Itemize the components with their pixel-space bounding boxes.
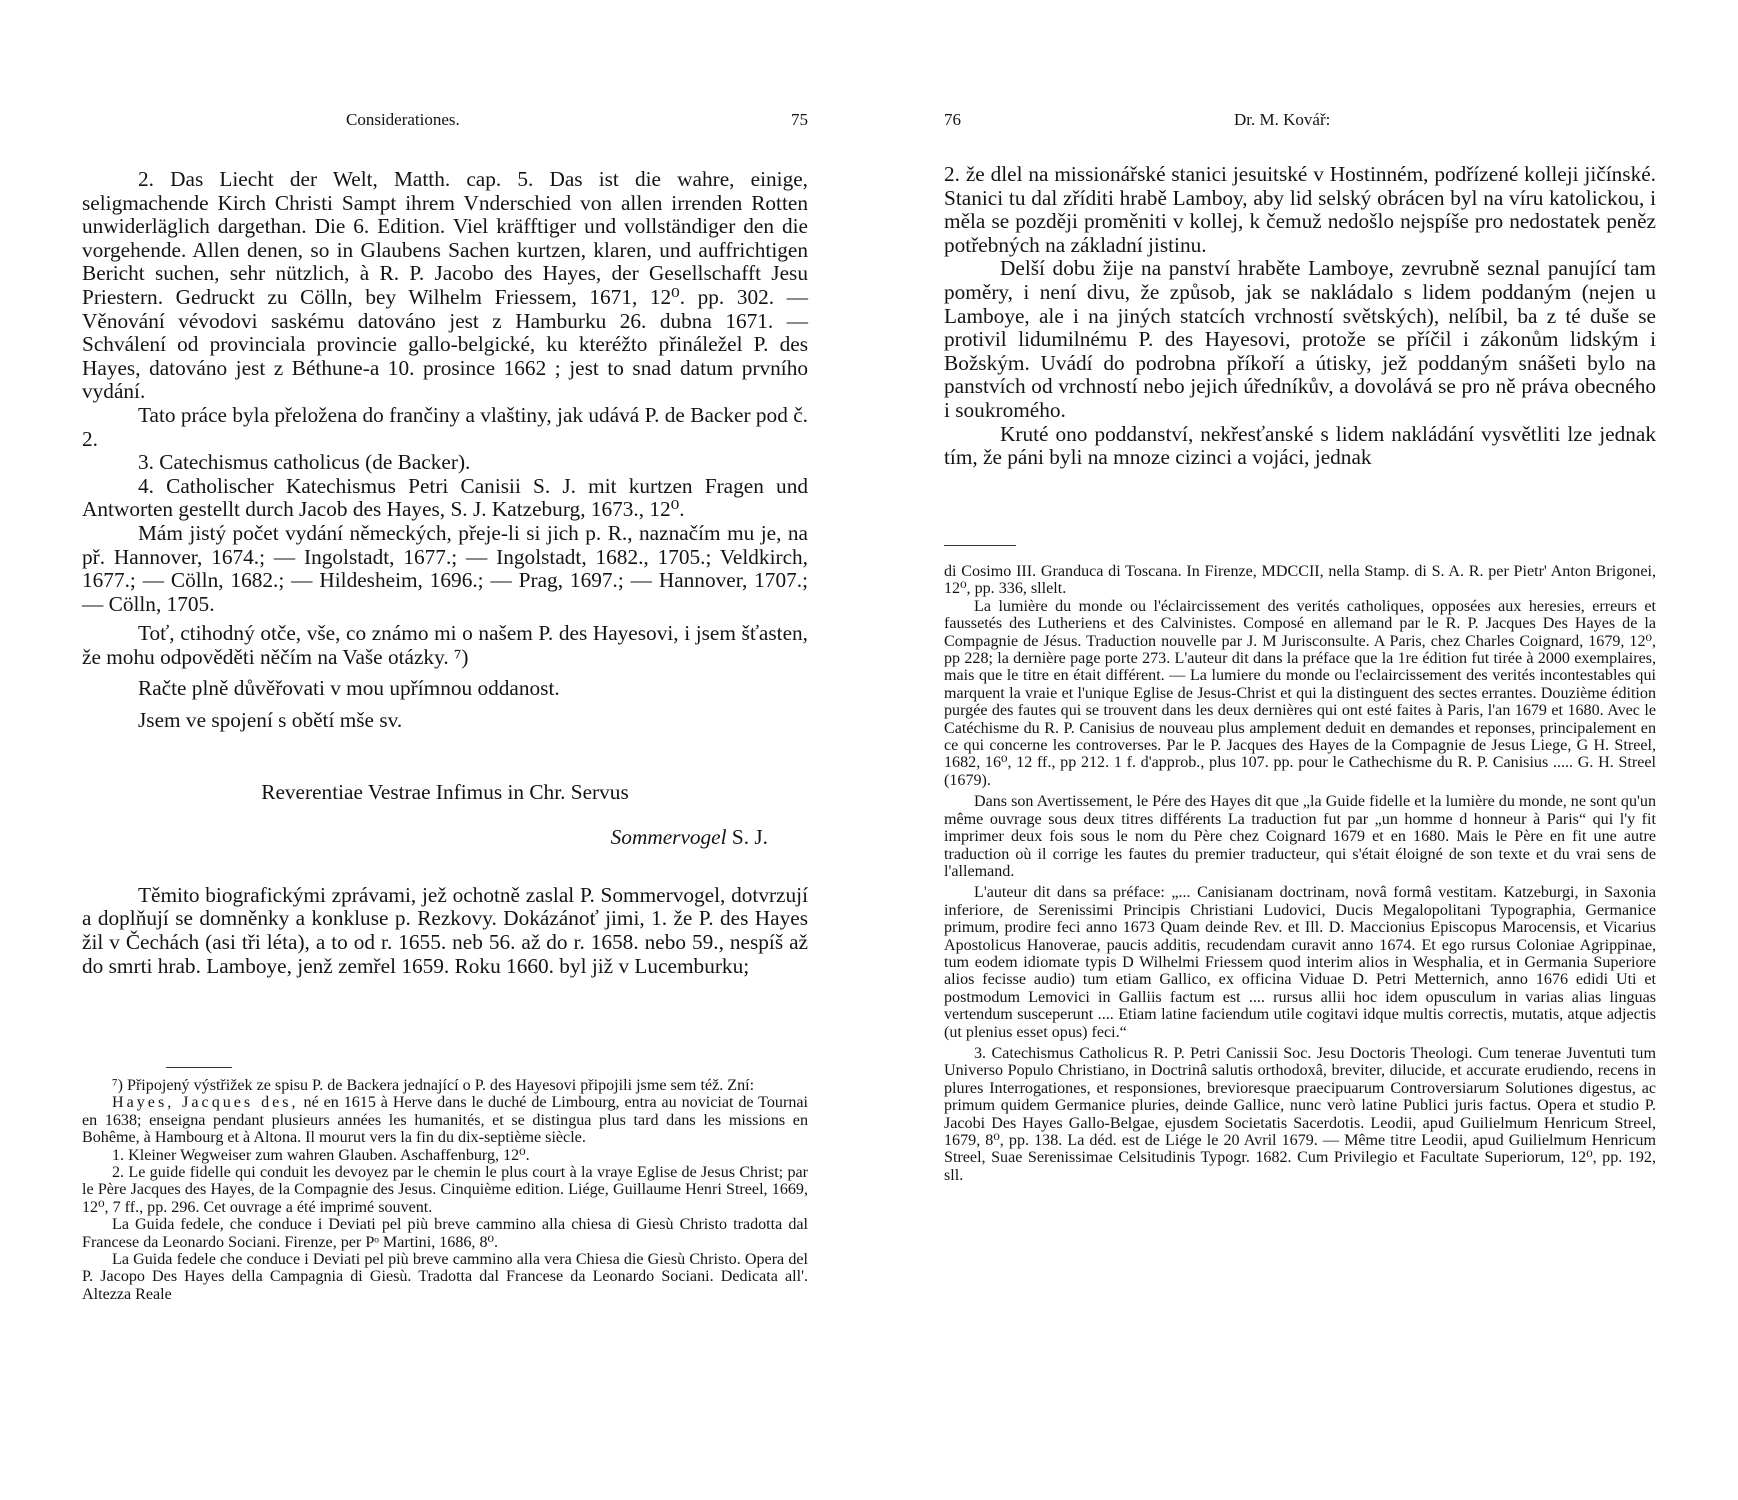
footnote: La Guida fedele che conduce i Deviati pel più breve cammino alla vera Chiesa die Giesù Christo. Opera del P. Jacopo Des Hayes della Campagnia di Giesù. Tradotta dal Francese da Leonardo Sociani. Dedicata all'. Altezza Reale — [82, 1251, 808, 1303]
left-page-header — [82, 110, 808, 134]
right-page-body — [944, 163, 1656, 470]
letter-closing: Reverentiae Vestrae Infimus in Chr. Servus — [261, 779, 629, 804]
paragraph: Kruté ono poddanství, nekřesťanské s lidem nakládání vysvětliti lze jednak tím, že páni byli na mnoze cizinci a vojáci, jednak — [944, 421, 1656, 470]
paragraph: Tato práce byla přeložena do frančiny a vlaštiny, jak udává P. de Backer pod č. 2. — [82, 402, 808, 451]
signature-order: S. J. — [731, 825, 768, 850]
footnote: L'auteur dit dans sa préface: „... Canisianam doctrinam, novâ formâ vestitam. Katzeburgi, in Saxonia inferiore, de Serenissimi Principis Christiani Ludovici, Ducis Megalopolitani Typographia, Germanice primum, prodire feci anno 1673 Quam deinde Rev. et Ill. D. Maccionius Episcopus Marocensis, et Vicarius Apostolicus Hanoverae, paucis additis, recudendam curavit anno 1674. Et ego rursus Coloniae Agrippinae, tum eodem idiomate typis D Wilhelmi Friessem quod interim alios in Wesphalia, et in Germania Superiore alios fecisse audio) tum etiam Gallico, ex officina Viduae D. Petri Metternich, anno 1676 edidi Uti et postmodum Lemovici in Galliis factum est .... rursus allii hoc idem opusculum in varias alias linguas vertendum susceperunt .... Etiam latine faciendum utile cogitavi idque multis correctis, mutatis, atque adjectis (ut plenius esset opus) feci.“ — [944, 884, 1656, 1041]
author-name: Hayes, Jacques des, — [112, 1094, 299, 1112]
paragraph: 2. Das Liecht der Welt, Matth. cap. 5. Das ist die wahre, einige, seligmachende Kirch Christi Sampt ihrem Vnderschied von allen irrenden Rotten unwiderläglich dargethan. Die 6. Edition. Viel kräfftiger und vollständiger den die vorgehende. Allen denen, so in Glaubens Sachen kurtzen, klaren, und auffrichtigen Bericht suchen, sehr nützlich, à R. P. Jacobo des Hayes, der Gesellschafft Jesu Priestern. Gedruckt zu Cölln, bey Wilhelm Friessem, 1671, 12⁰. pp. 302. — Věnování vévodovi saskému datováno jest z Hamburku 26. dubna 1671. — Schválení od provinciala provincie gallo-belgické, ku kteréžto přináležel P. des Hayes, datováno jest z Béthune-a 10. prosince 1662 ; jest to snad datum prvního vydání. — [82, 167, 808, 404]
footnote: 2. Le guide fidelle qui conduit les devoyez par le chemin le plus court à la vraye Eglise de Jesus Christ; par le Père Jacques des Hayes, de la Compagnie des Jesus. Cinquième edition. Liége, Guillaume Henri Streel, 1669, 12⁰, 7 ff., pp. 296. Cet ouvrage a été imprimé souvent. — [82, 1164, 808, 1216]
footnote-text: né en 1615 à Herve dans le duché de Limbourg, entra au noviciat de Tournai en 1638; enseigna pendant plusieurs années les humanités, et se distingua plus tard dans les missions en Bohême, à Hambourg et à Altona. Il mourut vers la fin du dix-septième siècle. — [82, 1094, 808, 1147]
footnote — [82, 1094, 808, 1146]
right-footnotes — [944, 563, 1656, 1184]
footnote: ⁷) Připojený výstřižek ze spisu P. de Backera jednající o P. des Hayesovi připojili jsme sem též. Zní: — [112, 1077, 755, 1094]
running-head: Dr. M. Kovář: — [1234, 110, 1331, 129]
page-number: 75 — [791, 110, 808, 129]
paragraph: 2. že dlel na missionářské stanici jesuitské v Hostinném, podřízené kolleji jičínské. Stanici tu dal zříditi hrabě Lamboy, aby lid selský obrácen byl na víru katolickou, i měla se později proměniti v kollej, k čemuž nedošlo nejspíše pro nedostatek peněz potřebných na základní jistinu. — [944, 162, 1656, 257]
footnote: La lumière du monde ou l'éclaircissement des verités catholiques, opposées aux heresies, erreurs et faussetés des Lutheriens et des Calvinistes. Composé en allemand par le R. P. Jacques Des Hayes de la Compagnie de Jésus. Traduction nouvelle par J. M Jurisconsulte. A Paris, chez Charles Coignard, 1679, 12⁰, pp 228; la dernière page porte 273. L'auteur dit dans la préface que la 1re édition fut tirée à 2000 exemplaires, mais que le titre en était différent. — La lumiere du monde ou l'eclaircissement des verités incontestables qui marquent la vraie et l'unique Eglise de Jesus-Christ et qui la distinguent des sectes errantes. Douzième édition purgée des fautes qui se trouvent dans les deux dernières qui ont esté faites à Paris, l'an 1679 et 1680. Avec le Catéchisme du R. P. Canisius de nouveau plus amplement deduit en demandes et reponses, principalement en ce qui concerne les controverses. Par le P. Jacques des Hayes de la Compagnie de Jesus Liege, G H. Streel, 1682, 16⁰, 12 ff., pp 212. 1 f. d'approb., plus 107. pp. pour le Cathechisme du R. P. Canisius ..... G. H. Streel (1679). — [944, 597, 1656, 789]
letter-signature — [82, 826, 808, 850]
left-footnotes — [82, 1077, 808, 1303]
paragraph: 4. Catholischer Katechismus Petri Canisii S. J. mit kurtzen Fragen und Antworten gestellt durch Jacob des Hayes, S. J. Katzeburg, 1673., 12⁰. — [82, 473, 808, 522]
paragraph: 3. Catechismus catholicus (de Backer). — [138, 450, 471, 475]
paragraph: Těmito biografickými zprávami, jež ochotně zaslal P. Sommervogel, dotvrzují a doplňují se domněnky a konkluse p. Rezkovy. Dokázánoť jimi, 1. že P. des Hayes žil v Čechách (asi tři léta), a to od r. 1655. neb 56. až do r. 1658. nebo 59., nespíš až do smrti hrab. Lamboye, jenž zemřel 1659. Roku 1660. byl již v Lucemburku; — [82, 882, 808, 978]
footnote: Dans son Avertissement, le Pére des Hayes dit que „la Guide fidelle et la lumière du monde, ne sont qu'un même ouvrage sous deux titres différents La traduction fut par „un homme d honneur à Paris“ qui l'y fit imprimer deux fois sous le nom du Père chez Coignard 1679 et en 1680. Mais le Père en fit une autre traduction où il corrige les fautes du premier traducteur, qui s'était éloigné de son texte et du vrai sens de l'allemand. — [944, 793, 1656, 880]
footnote: La Guida fedele, che conduce i Deviati pel più breve cammino alla chiesa di Giesù Christo tradotta dal Francese da Leonardo Sociani. Firenze, per Pᵒ Martini, 1686, 8⁰. — [82, 1216, 808, 1251]
page-number: 76 — [944, 110, 961, 129]
paragraph: Toť, ctihodný otče, vše, co známo mi o našem P. des Hayesovi, i jsem šťasten, že mohu odpověděti něčím na Vaše otázky. ⁷) — [82, 621, 808, 669]
footnote: di Cosimo III. Granduca di Toscana. In Firenze, MDCCII, nella Stamp. di S. A. R. per Pietr' Anton Brigonei, 12⁰, pp. 336, sllelt. — [944, 563, 1656, 598]
paragraph: Delší dobu žije na panství hraběte Lamboye, zevrubně seznal panující tam poměry, i není divu, že způsob, jak se nakládalo s lidem poddaným (nejen u Lamboye, ale i na jiných statcích vrchností světských), nelíbil, ba z té duše se protivil lidumilnému P. des Hayesovi, protože se příčil i zákonům lidským i Božským. Uvádí do podrobna příkoří a útisky, jež poddaným snášeti bylo na panstvích od vrchností nebo jejich úředníkův, a dovolává se pro ně práva obecného i soukromého. — [944, 256, 1656, 422]
right-page-header — [944, 110, 1656, 134]
footnote-rule — [944, 545, 1016, 546]
signature-name: Sommervogel — [610, 825, 727, 850]
left-page-body — [82, 168, 808, 978]
footnote-rule — [166, 1067, 232, 1068]
footnote: 3. Catechismus Catholicus R. P. Petri Canissii Soc. Jesu Doctoris Theologi. Cum tenerae Juventuti tum Universo Populo Christiano, in Doctrinâ salutis orthodoxâ, breviter, dilucide, et accurate erudiendo, recens in plures Interrogationes, et responsiones, brevioresque praecipuarum Controversiarum Solutiones digestus, ac primum quidem Germanice pluries, deinde Gallice, nunc verò latine Publici juris factus. Opera et studio P. Jacobi Des Hayes Gallo-Belgae, ejusdem Societatis Sacerdotis. Leodii, apud Guilielmum Henricum Streel, 1679, 8⁰, pp. 138. La déd. est de Liége le 20 Avril 1679. — Même titre Leodii, apud Guilielmum Henricum Streel, Suae Serenissimae Celsitudinis Typogr. 1682. Cum Privilegio et Facultate Superiorum, 12⁰, pp. 192, sll. — [944, 1044, 1656, 1184]
paragraph: Mám jistý počet vydání německých, přeje-li si jich p. R., naznačím mu je, na př. Hannover, 1674.; — Ingolstadt, 1677.; — Ingolstadt, 1682., 1705.; Veldkirch, 1677.; — Cölln, 1682.; — Hildesheim, 1696.; — Prag, 1697.; — Hannover, 1707.; — Cölln, 1705. — [82, 520, 808, 616]
paragraph: Račte plně důvěřovati v mou upřímnou oddanost. — [138, 676, 560, 701]
paragraph: Jsem ve spojení s obětí mše sv. — [138, 708, 403, 733]
footnote: 1. Kleiner Wegweiser zum wahren Glauben. Aschaffenburg, 12⁰. — [112, 1146, 530, 1164]
running-head: Considerationes. — [346, 110, 460, 129]
